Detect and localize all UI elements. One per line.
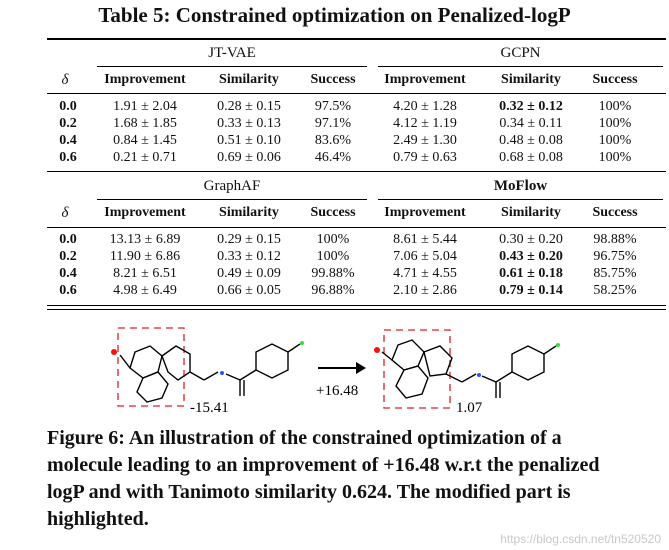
- reaction-arrowhead: [356, 362, 366, 374]
- table-cell: 4.71 ± 4.55: [393, 266, 457, 281]
- table-cell: 2.10 ± 2.86: [393, 283, 457, 298]
- left-molecule: [120, 344, 300, 402]
- table-cell: 13.13 ± 6.89: [109, 232, 181, 247]
- column-header-success: Success: [310, 72, 356, 87]
- table-cell: 83.6%: [314, 133, 352, 148]
- left-highlight-box: [118, 328, 184, 406]
- table-cell: 97.1%: [314, 116, 352, 131]
- left-score: -15.41: [190, 400, 229, 416]
- table-cell: 7.06 ± 5.04: [393, 249, 457, 264]
- row-delta-label: 0.6: [59, 150, 77, 165]
- table-cell: 0.28 ± 0.15: [217, 99, 281, 114]
- row-delta-label: 0.4: [59, 266, 77, 281]
- column-header-success: Success: [592, 72, 638, 87]
- table-cell: 0.79 ± 0.14: [499, 283, 563, 298]
- right-oxygen-atom: [374, 347, 380, 353]
- table-cell: 100%: [598, 150, 632, 165]
- table-cell: 8.61 ± 5.44: [393, 232, 457, 247]
- table-title: Table 5: Constrained optimization on Penalized-logP: [98, 3, 571, 27]
- table-cell: 98.88%: [593, 232, 637, 247]
- table-cell: 0.30 ± 0.20: [499, 232, 563, 247]
- column-header-improvement: Improvement: [384, 205, 466, 220]
- left-fluorine-atom: [300, 341, 304, 345]
- table-cell: 85.75%: [593, 266, 637, 281]
- column-header-similarity: Similarity: [501, 205, 561, 220]
- table-cell: 1.91 ± 2.04: [113, 99, 177, 114]
- table-cell: 100%: [316, 232, 350, 247]
- table-cell: 0.34 ± 0.11: [499, 116, 563, 131]
- column-header-similarity: Similarity: [219, 72, 279, 87]
- column-header-similarity: Similarity: [219, 205, 279, 220]
- table-cell: 0.68 ± 0.08: [499, 150, 563, 165]
- row-delta-label: 0.2: [59, 116, 77, 131]
- table-cell: 0.21 ± 0.71: [113, 150, 177, 165]
- group-header-left: GraphAF: [203, 178, 261, 194]
- right-score: 1.07: [456, 400, 483, 416]
- table-cell: 4.98 ± 6.49: [113, 283, 177, 298]
- table-cell: 0.48 ± 0.08: [499, 133, 563, 148]
- table-cell: 0.69 ± 0.06: [217, 150, 281, 165]
- row-delta-label: 0.2: [59, 249, 77, 264]
- table-cell: 0.79 ± 0.63: [393, 150, 457, 165]
- column-header-similarity: Similarity: [501, 72, 561, 87]
- table-cell: 97.5%: [314, 99, 352, 114]
- table-cell: 58.25%: [593, 283, 637, 298]
- right-highlight-box: [384, 330, 450, 408]
- table-cell: 100%: [598, 116, 632, 131]
- group-header-left: JT-VAE: [208, 45, 256, 61]
- table-cell: 0.33 ± 0.13: [217, 116, 281, 131]
- table-cell: 0.32 ± 0.12: [499, 99, 563, 114]
- table-cell: 0.51 ± 0.10: [217, 133, 281, 148]
- table-cell: 0.49 ± 0.09: [217, 266, 281, 281]
- table-cell: 0.61 ± 0.18: [499, 266, 563, 281]
- column-header-improvement: Improvement: [104, 205, 186, 220]
- left-nitrogen-atom: [220, 371, 224, 375]
- table-cell: 0.43 ± 0.20: [499, 249, 563, 264]
- table-cell: 96.88%: [311, 283, 355, 298]
- table-cell: 1.68 ± 1.85: [113, 116, 177, 131]
- arrow-label: +16.48: [316, 383, 359, 399]
- column-header-improvement: Improvement: [104, 72, 186, 87]
- table-cell: 11.90 ± 6.86: [109, 249, 181, 264]
- table-cell: 100%: [316, 249, 350, 264]
- left-oxygen-atom: [111, 349, 117, 355]
- table-cell: 4.12 ± 1.19: [393, 116, 457, 131]
- column-header-success: Success: [310, 205, 356, 220]
- figure-caption: Figure 6: An illustration of the constrained optimization of a molecule leading to an improvement of +16.48 w.r.t the penalized logP and with Tanimoto similarity 0.624. The modified part is highlighted.: [47, 427, 600, 530]
- watermark: https://blog.csdn.net/tn520520: [500, 532, 661, 546]
- row-delta-label: 0.0: [59, 232, 77, 247]
- table-cell: 0.66 ± 0.05: [217, 283, 281, 298]
- table-cell: 100%: [598, 99, 632, 114]
- table-cell: 96.75%: [593, 249, 637, 264]
- table-cell: 100%: [598, 133, 632, 148]
- table-cell: 2.49 ± 1.30: [393, 133, 457, 148]
- column-header-improvement: Improvement: [384, 72, 466, 87]
- table-cell: 4.20 ± 1.28: [393, 99, 457, 114]
- table-cell: 8.21 ± 6.51: [113, 266, 177, 281]
- row-delta-label: 0.0: [59, 99, 77, 114]
- right-nitrogen-atom: [477, 373, 481, 377]
- delta-header: δ: [61, 72, 69, 88]
- right-molecule: [382, 340, 556, 398]
- table-cell: 46.4%: [314, 150, 352, 165]
- row-delta-label: 0.6: [59, 283, 77, 298]
- delta-header: δ: [61, 205, 69, 221]
- table-cell: 0.84 ± 1.45: [113, 133, 177, 148]
- group-header-right: GCPN: [500, 45, 541, 61]
- row-delta-label: 0.4: [59, 133, 77, 148]
- group-header-right: MoFlow: [493, 178, 548, 194]
- column-header-success: Success: [592, 205, 638, 220]
- table-cell: 0.33 ± 0.12: [217, 249, 281, 264]
- table-cell: 99.88%: [311, 266, 355, 281]
- table-cell: 0.29 ± 0.15: [217, 232, 281, 247]
- right-fluorine-atom: [556, 343, 560, 347]
